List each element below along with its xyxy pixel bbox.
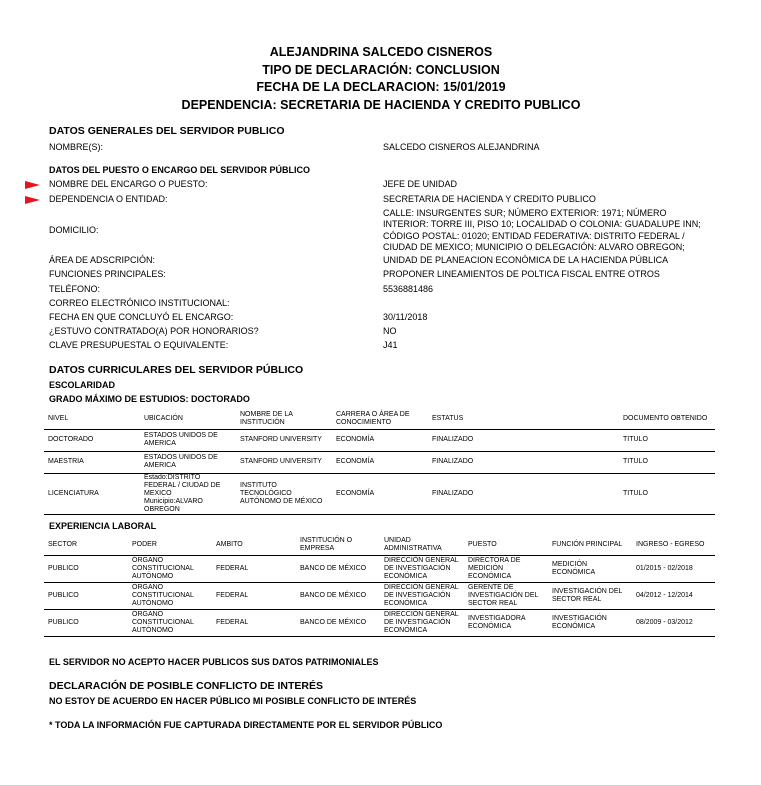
column-header: ESTATUS — [432, 414, 464, 422]
table-cell: ECONOMÍA — [332, 429, 428, 451]
table-header-row — [44, 535, 715, 555]
clave-label: CLAVE PRESUPUESTAL O EQUIVALENTE: — [49, 340, 229, 350]
table-cell: INVESTIGADORA ECONÓMICA — [464, 609, 548, 636]
table-cell: DIRECTORA DE MEDICIÓN ECONÓMICA — [464, 555, 548, 582]
table-cell: DIRECCIÓN GENERAL DE INVESTIGACIÓN ECONÓMICA — [380, 609, 464, 636]
table-cell: FINALIZADO — [428, 451, 619, 473]
dependencia-value: SECRETARIA DE HACIENDA Y CREDITO PUBLICO — [383, 194, 596, 204]
red-arrow-icon — [25, 181, 40, 189]
table-cell: MAESTRIA — [44, 451, 140, 473]
table-row — [44, 451, 715, 473]
table-cell: PUBLICO — [44, 609, 128, 636]
table-cell: PUBLICO — [44, 582, 128, 609]
column-header: NIVEL — [48, 414, 69, 422]
correo-label: CORREO ELECTRÓNICO INSTITUCIONAL: — [49, 298, 230, 308]
area-value: UNIDAD DE PLANEACION ECONÓMICA DE LA HACIENDA PÚBLICA — [383, 255, 669, 265]
captura-note: * TODA LA INFORMACIÓN FUE CAPTURADA DIRECTAMENTE POR EL SERVIDOR PÚBLICO — [49, 720, 443, 730]
column-header: AMBITO — [216, 540, 243, 548]
table-row — [44, 582, 715, 609]
table-cell: ESTADOS UNIDOS DE AMERICA — [140, 451, 236, 473]
table-cell: INVESTIGACIÓN DEL SECTOR REAL — [548, 582, 632, 609]
table-cell: 08/2009 - 03/2012 — [632, 609, 715, 636]
table-row — [44, 473, 715, 514]
clave-value: J41 — [383, 340, 398, 350]
nombre-value: SALCEDO CISNEROS ALEJANDRINA — [383, 142, 540, 152]
puesto-title: DATOS DEL PUESTO O ENCARGO DEL SERVIDOR PÚBLICO — [49, 165, 311, 175]
table-row — [44, 609, 715, 636]
red-arrow-icon — [25, 196, 40, 204]
table-cell: INSTITUTO TECNOLÓGICO AUTÓNOMO DE MÉXICO — [236, 473, 332, 514]
table-cell: DIRECCIÓN GENERAL DE INVESTIGACIÓN ECONÓMICA — [380, 582, 464, 609]
table-cell: FEDERAL — [212, 609, 296, 636]
table-cell: BANCO DE MÉXICO — [296, 555, 380, 582]
table-cell: MEDICIÓN ECONÓMICA — [548, 555, 632, 582]
conflicto-title: DECLARACIÓN DE POSIBLE CONFLICTO DE INTERÉS — [49, 680, 323, 692]
table-cell: ÓRGANO CONSTITUCIONAL AUTÓNOMO — [128, 609, 212, 636]
column-header: SECTOR — [48, 540, 78, 548]
column-header: UBICACIÓN — [144, 414, 183, 422]
curriculares-title: DATOS CURRICULARES DEL SERVIDOR PÚBLICO — [49, 364, 304, 376]
telefono-value: 5536881486 — [383, 284, 434, 294]
table-row — [44, 555, 715, 582]
table-cell: Estado:DISTRITO FEDERAL / CIUDAD DE MEXICO Municipio:ALVARO OBREGON — [140, 473, 236, 514]
table-cell: ESTADOS UNIDOS DE AMERICA — [140, 429, 236, 451]
table-cell: 01/2015 - 02/2018 — [632, 555, 715, 582]
patrimoniales-note: EL SERVIDOR NO ACEPTO HACER PUBLICOS SUS DATOS PATRIMONIALES — [49, 657, 379, 667]
column-header: PODER — [132, 540, 157, 548]
table-header-row — [44, 409, 715, 429]
table-row — [44, 429, 715, 451]
fecha-conclusion-label: FECHA EN QUE CONCLUYÓ EL ENCARGO: — [49, 312, 234, 322]
experiencia-table — [44, 535, 715, 637]
table-cell: INVESTIGACIÓN ECONÓMICA — [548, 609, 632, 636]
table-cell: 04/2012 - 12/2014 — [632, 582, 715, 609]
dependencia-label: DEPENDENCIA O ENTIDAD: — [49, 194, 168, 204]
table-cell: FINALIZADO — [428, 473, 619, 514]
experiencia-title: EXPERIENCIA LABORAL — [49, 521, 157, 531]
column-header: FUNCIÓN PRINCIPAL — [552, 540, 623, 548]
servidor-name: ALEJANDRINA SALCEDO CISNEROS — [269, 45, 493, 59]
table-cell: DIRECCIÓN GENERAL DE INVESTIGACIÓN ECONÓMICA — [380, 555, 464, 582]
encargo-label: NOMBRE DEL ENCARGO O PUESTO: — [49, 179, 208, 189]
column-header: UNIDAD ADMINISTRATIVA — [384, 536, 442, 552]
table-cell: GERENTE DE INVESTIGACIÓN DEL SECTOR REAL — [464, 582, 548, 609]
table-cell: PUBLICO — [44, 555, 128, 582]
honorarios-label: ¿ESTUVO CONTRATADO(A) POR HONORARIOS? — [49, 326, 259, 336]
telefono-label: TELÉFONO: — [49, 284, 101, 294]
column-header: DOCUMENTO OBTENIDO — [623, 414, 708, 422]
conflicto-text: NO ESTOY DE ACUERDO EN HACER PÚBLICO MI POSIBLE CONFLICTO DE INTERÉS — [49, 696, 417, 706]
table-cell: BANCO DE MÉXICO — [296, 582, 380, 609]
table-cell: LICENCIATURA — [44, 473, 140, 514]
table-cell: TITULO — [619, 451, 715, 473]
table-cell: TITULO — [619, 473, 715, 514]
encargo-value: JEFE DE UNIDAD — [383, 179, 458, 189]
document-header — [0, 44, 762, 114]
grado-maximo: GRADO MÁXIMO DE ESTUDIOS: DOCTORADO — [49, 394, 250, 404]
area-label: ÁREA DE ADSCRIPCIÓN: — [49, 255, 156, 265]
fecha-conclusion-value: 30/11/2018 — [383, 312, 428, 322]
fecha-declaracion: FECHA DE LA DECLARACION: 15/01/2019 — [256, 80, 506, 94]
table-cell: FEDERAL — [212, 555, 296, 582]
column-header: CARRERA O ÁREA DE CONOCIMIENTO — [336, 410, 410, 426]
funciones-label: FUNCIONES PRINCIPALES: — [49, 269, 166, 279]
funciones-value: PROPONER LINEAMIENTOS DE POLTICA FISCAL ENTRE OTROS — [383, 269, 660, 279]
tipo-declaracion: TIPO DE DECLARACIÓN: CONCLUSION — [262, 62, 500, 77]
table-cell: TITULO — [619, 429, 715, 451]
domicilio-value: CALLE: INSURGENTES SUR; NÚMERO EXTERIOR: 1971; NÚMERO INTERIOR: TORRE III, PISO 10; LOCALIDAD O COLONIA: GUADALUPE INN; CÓDIGO POSTAL: 01020; ENTIDAD FEDERATIVA: DISTRITO FEDERAL / CIUDAD DE MEXICO; MUNICIPIO O DELEGACIÓN: ALVARO OBREGON; — [383, 208, 701, 253]
column-header: NOMBRE DE LA INSTITUCIÓN — [240, 410, 293, 426]
column-header: INGRESO - EGRESO — [636, 540, 705, 548]
table-cell: STANFORD UNIVERSITY — [236, 451, 332, 473]
column-header: PUESTO — [468, 540, 497, 548]
table-cell: FINALIZADO — [428, 429, 619, 451]
table-cell: BANCO DE MÉXICO — [296, 609, 380, 636]
escolaridad-table — [44, 409, 715, 515]
datos-generales-title: DATOS GENERALES DEL SERVIDOR PUBLICO — [49, 125, 285, 137]
escolaridad-title: ESCOLARIDAD — [49, 380, 116, 390]
honorarios-value: NO — [383, 326, 397, 336]
table-cell: ÓRGANO CONSTITUCIONAL AUTÓNOMO — [128, 555, 212, 582]
table-cell: DOCTORADO — [44, 429, 140, 451]
domicilio-label: DOMICILIO: — [49, 225, 99, 235]
dependencia-header: DEPENDENCIA: SECRETARIA DE HACIENDA Y CREDITO PUBLICO — [181, 97, 581, 112]
table-cell: ECONOMÍA — [332, 451, 428, 473]
table-cell: STANFORD UNIVERSITY — [236, 429, 332, 451]
table-cell: FEDERAL — [212, 582, 296, 609]
nombre-label: NOMBRE(S): — [49, 142, 103, 152]
table-cell: ÓRGANO CONSTITUCIONAL AUTÓNOMO — [128, 582, 212, 609]
table-cell: ECONOMÍA — [332, 473, 428, 514]
column-header: INSTITUCIÓN O EMPRESA — [300, 536, 353, 552]
